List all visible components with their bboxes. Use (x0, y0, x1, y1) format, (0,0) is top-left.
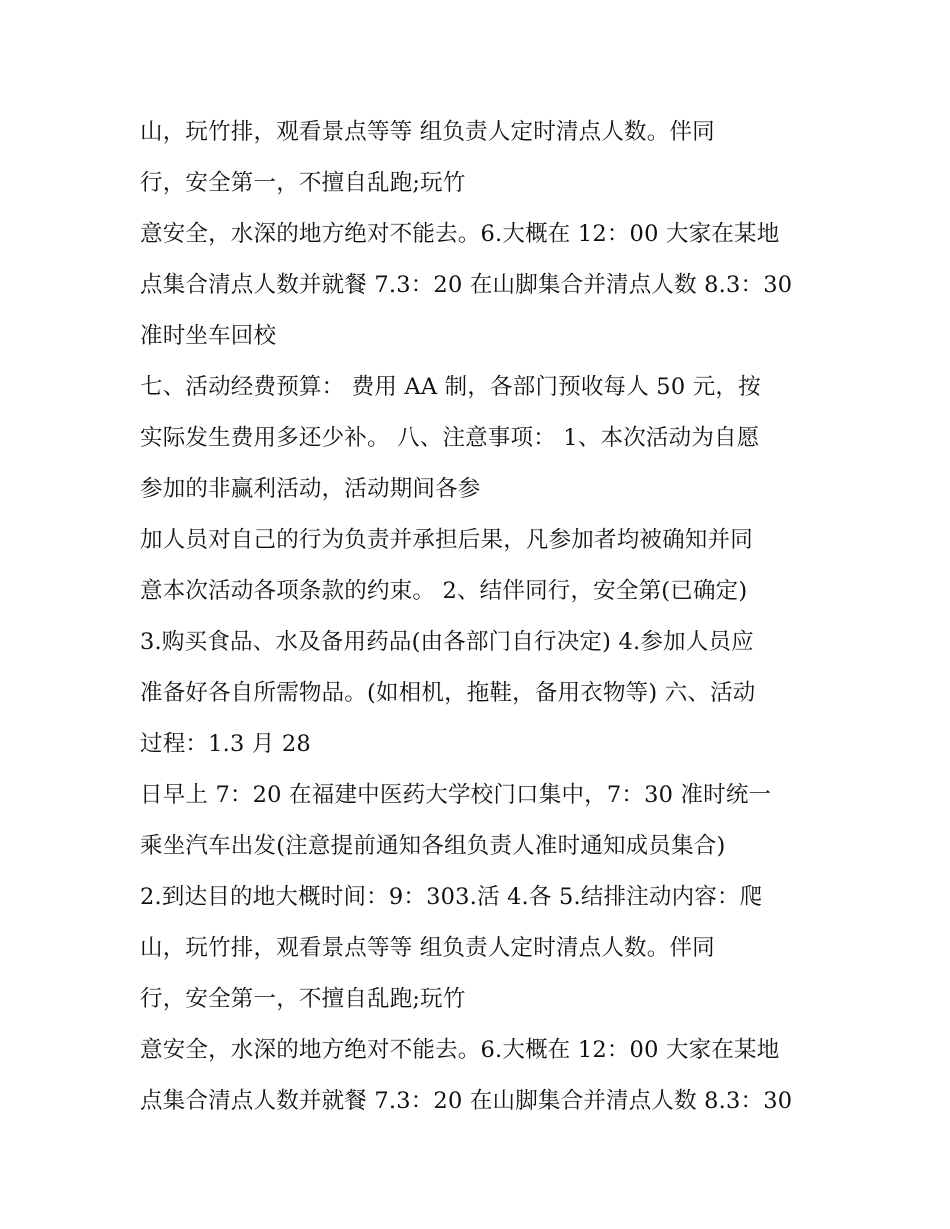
text-line-7: 实际发生费用多还少补。 八、注意事项： 1、本次活动为自愿 (140, 425, 760, 451)
text-line-20: 点集合清点人数并就餐 7.3：20 在山脚集合并清点人数 8.3：30 (140, 1088, 793, 1114)
body-text (140, 107, 840, 1127)
text-line-3: 意安全，水深的地方绝对不能去。6.大概在 12：00 大家在某地 (140, 221, 780, 247)
text-line-4: 点集合清点人数并就餐 7.3：20 在山脚集合并清点人数 8.3：30 (140, 272, 793, 298)
text-line-9: 加人员对自己的行为负责并承担后果，凡参加者均被确知并同 (140, 527, 753, 553)
text-line-12: 准备好各自所需物品。(如相机，拖鞋，备用衣物等) 六、活动 (140, 680, 756, 706)
text-line-5: 准时坐车回校 (140, 323, 277, 349)
text-line-14: 日早上 7：20 在福建中医药大学校门口集中，7：30 准时统一 (140, 782, 772, 808)
text-line-11: 3.购买食品、水及备用药品(由各部门自行决定) 4.参加人员应 (140, 629, 754, 655)
text-line-10: 意本次活动各项条款的约束。 2、结伴同行，安全第(已确定) (140, 578, 748, 604)
text-line-16: 2.到达目的地大概时间：9：303.活 4.各 5.结排注动内容：爬 (140, 884, 763, 910)
text-line-17: 山，玩竹排，观看景点等等 组负责人定时清点人数。伴同 (140, 935, 715, 961)
text-line-19: 意安全，水深的地方绝对不能去。6.大概在 12：00 大家在某地 (140, 1037, 780, 1063)
text-line-6: 七、活动经费预算： 费用 AA 制，各部门预收每人 50 元，按 (140, 374, 761, 400)
text-line-8: 参加的非赢利活动，活动期间各参 (140, 476, 481, 502)
text-line-2: 行，安全第一，不擅自乱跑;玩竹 (140, 170, 466, 196)
text-line-13: 过程：1.3 月 28 (140, 731, 311, 757)
text-line-18: 行，安全第一，不擅自乱跑;玩竹 (140, 986, 466, 1012)
text-line-1: 山，玩竹排，观看景点等等 组负责人定时清点人数。伴同 (140, 119, 715, 145)
text-line-15: 乘坐汽车出发(注意提前通知各组负责人准时通知成员集合) (140, 833, 726, 859)
